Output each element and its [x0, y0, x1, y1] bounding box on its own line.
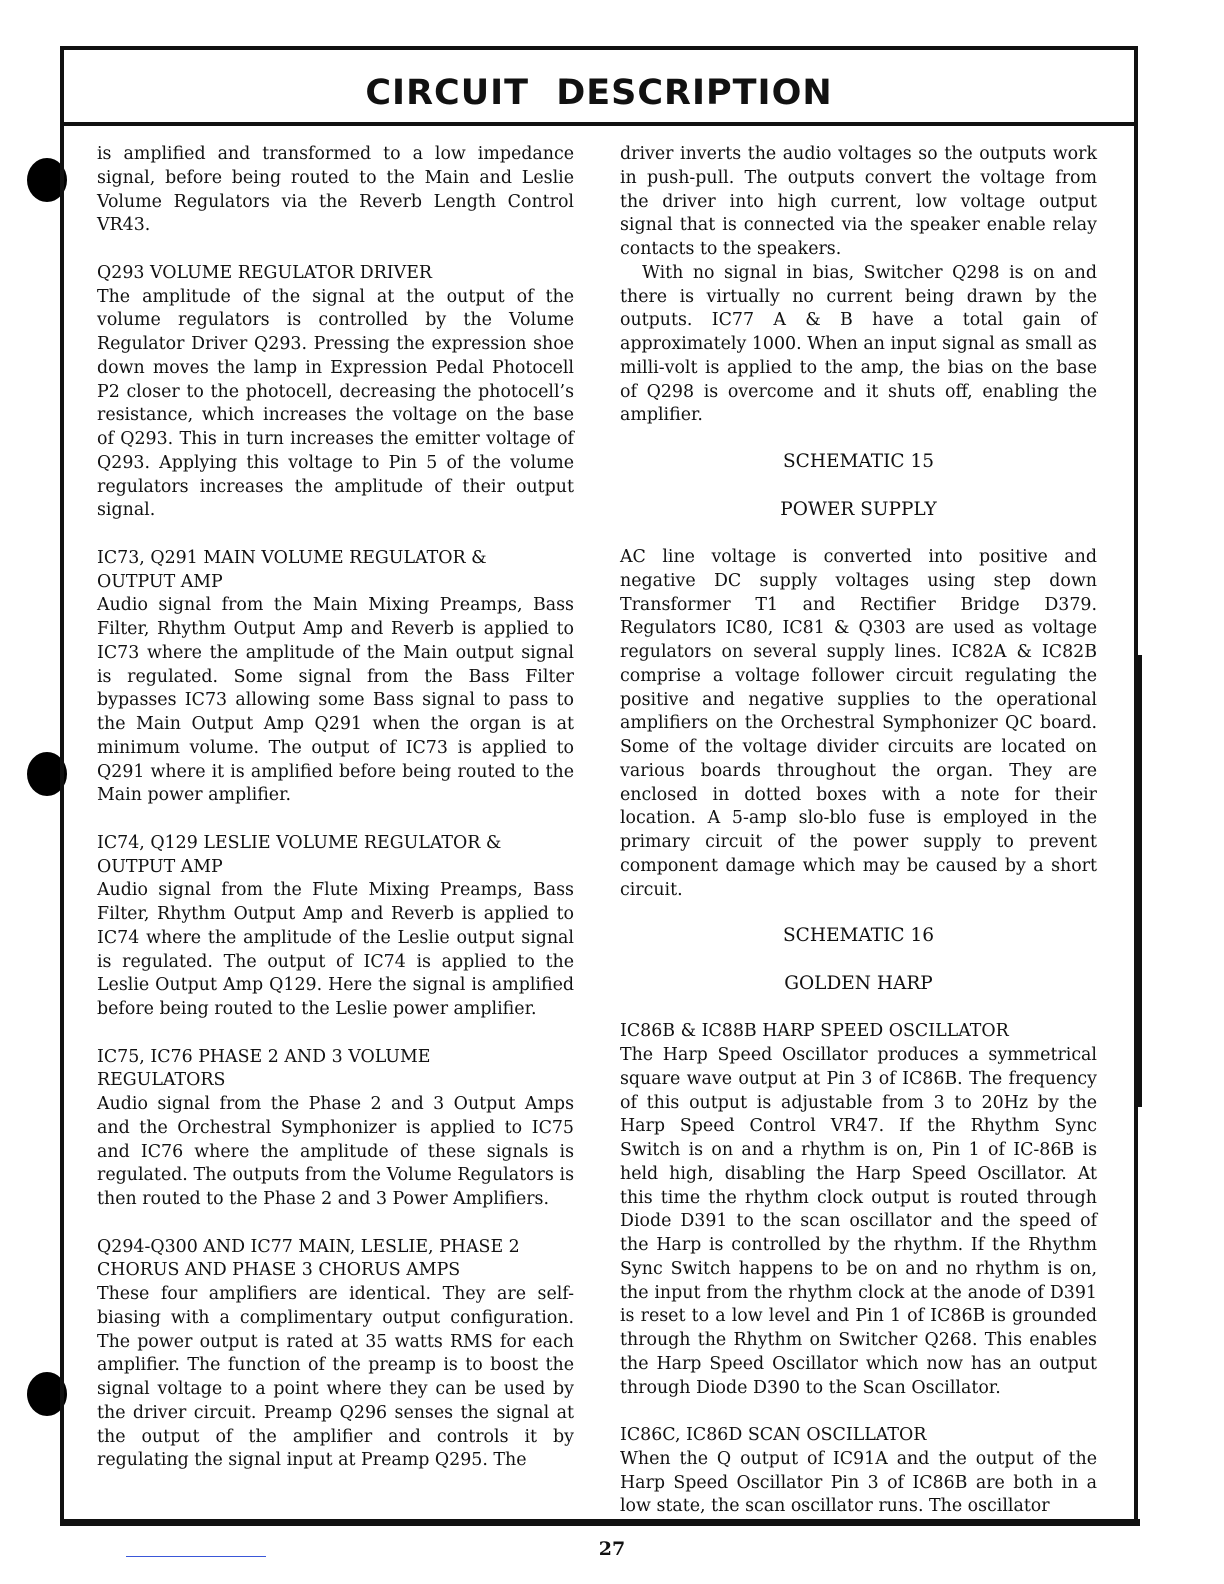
- golden-harp-heading: GOLDEN HARP: [784, 973, 933, 995]
- driver-paragraph: driver inverts the audio voltages so the outputs work in push-pull. The outputs convert the voltage from the driver into high current, low voltage output signal that is connected via the speaker enable relay contacts to the speakers.: [620, 144, 1097, 259]
- schematic-15-heading: SCHEMATIC 15: [783, 451, 934, 472]
- bottom-rule: [60, 1519, 1140, 1526]
- switcher-paragraph: With no signal in bias, Switcher Q298 is on and there is virtually no current being drawn by the outputs. IC77 A & B have a total gain of approximately 1000. When an input signal as small as milli-volt is applied to the amp, the bias on the base of Q298 is overcome and it shuts off, enabling the amplifier.: [620, 262, 1097, 426]
- ic73-body: Audio signal from the Main Mixing Preamps, Bass Filter, Rhythm Output Amp and Reverb is applied to IC73 where the amplitude of the Main output signal is regulated. Some signal from the Bass Filter bypasses IC73 allowing some Bass signal to pass to the Main Output Amp Q291 when the organ is at minimum volume. The output of IC73 is applied to Q291 where it is amplified before being routed to the Main power amplifier.: [97, 595, 574, 806]
- right-margin-rule: [1137, 655, 1142, 1107]
- q294-heading-line2: CHORUS AND PHASE 3 CHORUS AMPS: [97, 1260, 461, 1281]
- right-column: [620, 143, 1097, 1519]
- title-bar: [64, 50, 1134, 126]
- page-title: CIRCUIT DESCRIPTION: [365, 73, 833, 113]
- ic73-heading-line2: OUTPUT AMP: [97, 571, 223, 592]
- ic74-heading-line1: IC74, Q129 LESLIE VOLUME REGULATOR &: [97, 832, 502, 853]
- ic74-body: Audio signal from the Flute Mixing Preamps, Bass Filter, Rhythm Output Amp and Reverb is applied to IC74 where the amplitude of the Leslie output signal is regulated. The output of IC74 is applied to the Leslie Output Amp Q129. Here the signal is amplified before being routed to the Leslie power amplifier.: [97, 880, 574, 1019]
- power-supply-heading: POWER SUPPLY: [780, 499, 937, 520]
- q294-heading-line1: Q294-Q300 AND IC77 MAIN, LESLIE, PHASE 2: [97, 1236, 520, 1257]
- scan-oscillator-body: When the Q output of IC91A and the output of the Harp Speed Oscillator Pin 3 of IC86B are both in a low state, the scan oscillator runs. The oscillator: [620, 1448, 1097, 1517]
- ic75-heading-line2: REGULATORS: [97, 1070, 226, 1091]
- scan-oscillator-heading: IC86C, IC86D SCAN OSCILLATOR: [620, 1425, 927, 1445]
- q293-body: The amplitude of the signal at the output of the volume regulators is controlled by the Volume Regulator Driver Q293. Pressing the expression shoe down moves the lamp in Expression Pedal Photocell P2 closer to the photocell, decreasing the photocell’s resistance, which increases the voltage on the base of Q293. This in turn increases the emitter voltage of Q293. Applying this voltage to Pin 5 of the volume regulators increases the amplitude of their output signal.: [97, 286, 574, 521]
- q293-heading: Q293 VOLUME REGULATOR DRIVER: [97, 262, 432, 283]
- footer-blue-line: [126, 1556, 266, 1557]
- page-number: 27: [598, 1538, 626, 1560]
- left-column: [97, 143, 574, 1473]
- ic75-heading-line1: IC75, IC76 PHASE 2 AND 3 VOLUME: [97, 1046, 431, 1067]
- intro-paragraph: is amplified and transformed to a low impedance signal, before being routed to the Main and Leslie Volume Regulators via the Reverb Length Control VR43.: [97, 144, 574, 236]
- ic75-body: Audio signal from the Phase 2 and 3 Output Amps and the Orchestral Symphonizer is applied to IC75 and IC76 where the amplitude of these signals is regulated. The outputs from the Volume Regulators is then routed to the Phase 2 and 3 Power Amplifiers.: [97, 1094, 574, 1209]
- ic74-heading-line2: OUTPUT AMP: [97, 856, 223, 877]
- q294-body: These four amplifiers are identical. They are self-biasing with a complimentary output configuration. The power output is rated at 35 watts RMS for each amplifier. The function of the preamp is to boost the signal voltage to a point where they can be used by the driver circuit. Preamp Q296 senses the signal at the output of the amplifier and controls it by regulating the signal input at Preamp Q295. The: [97, 1284, 574, 1471]
- schematic-16-heading: SCHEMATIC 16: [783, 925, 934, 947]
- harp-speed-oscillator-heading: IC86B & IC88B HARP SPEED OSCILLATOR: [620, 1021, 1009, 1042]
- ic73-heading-line1: IC73, Q291 MAIN VOLUME REGULATOR &: [97, 547, 487, 568]
- harp-speed-oscillator-body: The Harp Speed Oscillator produces a symmetrical square wave output at Pin 3 of IC86B. The frequency of this output is adjustable from 3 to 20Hz by the Harp Speed Control VR47. If the Rhythm Sync Switch is on and a rhythm is on, Pin 1 of IC-86B is held high, disabling the Harp Speed Oscillator. At this time the rhythm clock output is routed through Diode D391 to the scan oscillator and the speed of the Harp is controlled by the rhythm. If the Rhythm Sync Switch happens to be on and no rhythm is on, the input from the rhythm clock at the anode of D391 is reset to a low level and Pin 1 of IC86B is grounded through the Rhythm on Switcher Q268. This enables the Harp Speed Oscillator which now has an output through Diode D390 to the Scan Oscillator.: [620, 1045, 1097, 1398]
- power-supply-body: AC line voltage is converted into positive and negative DC supply voltages using step down Transformer T1 and Rectifier Bridge D379. Regulators IC80, IC81 & Q303 are used as voltage regulators on several supply lines. IC82A & IC82B comprise a voltage follower circuit regulating the positive and negative supplies to the operational amplifiers on the Orchestral Symphonizer QC board. Some of the voltage divider circuits are located on various boards throughout the organ. They are enclosed in dotted boxes with a note for their location. A 5-amp slo-blo fuse is employed in the primary circuit of the power supply to prevent component damage which may be caused by a short circuit.: [620, 547, 1097, 900]
